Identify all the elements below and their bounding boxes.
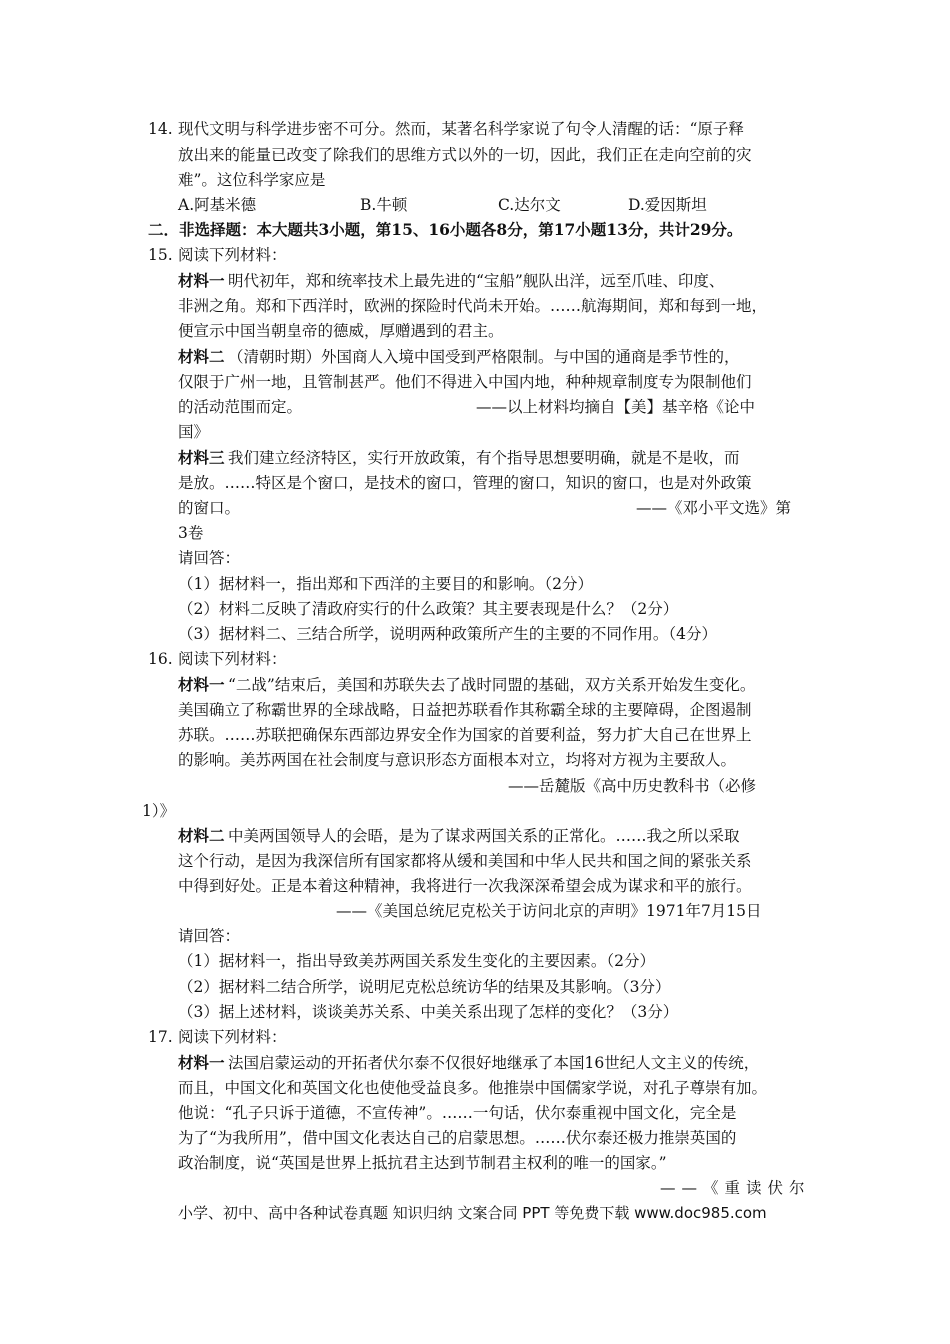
q16-material-1-label: 材料一 xyxy=(178,675,225,694)
section-2-heading: 二．非选择题：本大题共3小题，第15、16小题各8分，第17小题13分，共计29分。 xyxy=(148,220,743,239)
q17-material-1-line-1: 法国启蒙运动的开拓者伏尔泰不仅很好地继承了本国16世纪人文主义的传统， xyxy=(228,1054,760,1072)
q15-material-2-line-1: （清朝时期）外国商人入境中国受到严格限制。与中国的通商是季节性的， xyxy=(228,348,740,366)
q15-material-1-label: 材料一 xyxy=(178,271,225,290)
q17-material-1-line-3: 他说：“孔子只诉于道德，不宣传神”。……一句话，伏尔泰重视中国文化，完全是 xyxy=(178,1104,737,1122)
q15-ask: 请回答： xyxy=(178,549,241,567)
q15-material-1-line-1: 明代初年，郑和统率技术上最先进的“宝船”舰队出洋，远至爪哇、印度、 xyxy=(228,272,725,290)
q16-material-1-source: ——岳麓版《高中历史教科书（必修 xyxy=(508,777,757,795)
q16-material-2-line-1: 中美两国领导人的会晤，是为了谋求两国关系的正常化。……我之所以采取 xyxy=(228,827,740,845)
q14-number: 14. xyxy=(148,120,173,138)
q15-material-3-source: ——《邓小平文选》第 xyxy=(636,499,792,517)
q15-material-2-source-cont: 国》 xyxy=(178,423,210,441)
q17-material-1-label: 材料一 xyxy=(178,1053,225,1072)
q14-option-c: C.达尔文 xyxy=(498,196,561,214)
q16-question-1: （1）据材料一，指出导致美苏两国关系发生变化的主要因素。（2分） xyxy=(178,952,655,970)
q15-material-3-line-2: 是放。……特区是个窗口，是技术的窗口，管理的窗口，知识的窗口，也是对外政策 xyxy=(178,474,752,492)
q17-material-1-line-4: 为了“为我所用”，借中国文化表达自己的启蒙思想。……伏尔泰还极力推崇英国的 xyxy=(178,1129,737,1147)
q17-material-1-line-2: 而且，中国文化和英国文化也使他受益良多。他推崇中国儒家学说，对孔子尊崇有加。 xyxy=(178,1079,768,1097)
q16-question-3: （3）据上述材料，谈谈美苏关系、中美关系出现了怎样的变化？（3分） xyxy=(178,1003,679,1021)
q15-material-3-line-1: 我们建立经济特区，实行开放政策，有个指导思想要明确，就是不是收，而 xyxy=(228,449,740,467)
q16-material-1-line-1: “二战”结束后，美国和苏联失去了战时同盟的基础，双方关系开始发生变化。 xyxy=(228,676,756,694)
footer-text: 小学、初中、高中各种试卷真题 知识归纳 文案合同 PPT 等免费下载 www.doc985.com xyxy=(178,1204,767,1222)
q17-material-1-source: ——《重读伏尔 xyxy=(660,1179,811,1197)
q16-material-1-line-2: 美国确立了称霸世界的全球战略，日益把苏联看作其称霸全球的主要障碍，企图遏制 xyxy=(178,701,752,719)
q16-material-2-line-3: 中得到好处。正是本着这种精神，我将进行一次我深深希望会成为谋求和平的旅行。 xyxy=(178,877,752,895)
q15-question-2: （2）材料二反映了清政府实行的什么政策？其主要表现是什么？（2分） xyxy=(178,600,679,618)
q16-ask: 请回答： xyxy=(178,927,241,945)
q16-number: 16. xyxy=(148,650,173,668)
q16-material-1-line-4: 的影响。美苏两国在社会制度与意识形态方面根本对立，均将对方视为主要敌人。 xyxy=(178,751,737,769)
q15-material-2-label: 材料二 xyxy=(178,347,225,366)
q14-line-3: 难”。这位科学家应是 xyxy=(178,171,326,189)
q15-material-3-source-cont: 3卷 xyxy=(178,524,204,542)
q16-material-1-line-3: 苏联。……苏联把确保东西部边界安全作为国家的首要利益，努力扩大自己在世界上 xyxy=(178,726,752,744)
q15-material-3-line-3: 的窗口。 xyxy=(178,499,241,517)
q14-line-1: 现代文明与科学进步密不可分。然而，某著名科学家说了句令人清醒的话：“原子释 xyxy=(178,120,744,138)
q17-intro: 阅读下列材料： xyxy=(178,1028,287,1046)
q16-intro: 阅读下列材料： xyxy=(178,650,287,668)
q16-material-1-source-cont: 1）》 xyxy=(142,802,176,820)
q15-material-1-line-3: 便宣示中国当朝皇帝的德威，厚赠遇到的君主。 xyxy=(178,322,504,340)
q16-material-2-source: ——《美国总统尼克松关于访问北京的声明》1971年7月15日 xyxy=(336,902,762,920)
q14-line-2: 放出来的能量已改变了除我们的思维方式以外的一切，因此，我们正在走向空前的灾 xyxy=(178,146,752,164)
q16-question-2: （2）据材料二结合所学，说明尼克松总统访华的结果及其影响。（3分） xyxy=(178,978,671,996)
q15-material-1-line-2: 非洲之角。郑和下西洋时，欧洲的探险时代尚未开始。……航海期间，郑和每到一地， xyxy=(178,297,768,315)
q15-material-2-line-2: 仅限于广州一地，且管制甚严。他们不得进入中国内地，种种规章制度专为限制他们 xyxy=(178,373,752,391)
q15-intro: 阅读下列材料： xyxy=(178,246,287,264)
q14-option-b: B.牛顿 xyxy=(360,196,408,214)
q14-option-a: A.阿基米德 xyxy=(178,196,257,214)
q16-material-2-label: 材料二 xyxy=(178,826,225,845)
q16-material-2-line-2: 这个行动，是因为我深信所有国家都将从缓和美国和中华人民共和国之间的紧张关系 xyxy=(178,852,752,870)
q17-material-1-line-5: 政治制度，说“英国是世界上抵抗君主达到节制君主权利的唯一的国家。” xyxy=(178,1154,667,1172)
q15-material-2-source: ——以上材料均摘自【美】基辛格《论中 xyxy=(476,398,756,416)
q15-number: 15. xyxy=(148,246,173,264)
q15-material-3-label: 材料三 xyxy=(178,448,225,467)
q14-option-d: D.爱因斯坦 xyxy=(628,196,707,214)
q15-question-1: （1）据材料一，指出郑和下西洋的主要目的和影响。（2分） xyxy=(178,575,593,593)
q15-question-3: （3）据材料二、三结合所学，说明两种政策所产生的主要的不同作用。（4分） xyxy=(178,625,717,643)
q15-material-2-line-3: 的活动范围而定。 xyxy=(178,398,303,416)
q17-number: 17. xyxy=(148,1028,173,1046)
